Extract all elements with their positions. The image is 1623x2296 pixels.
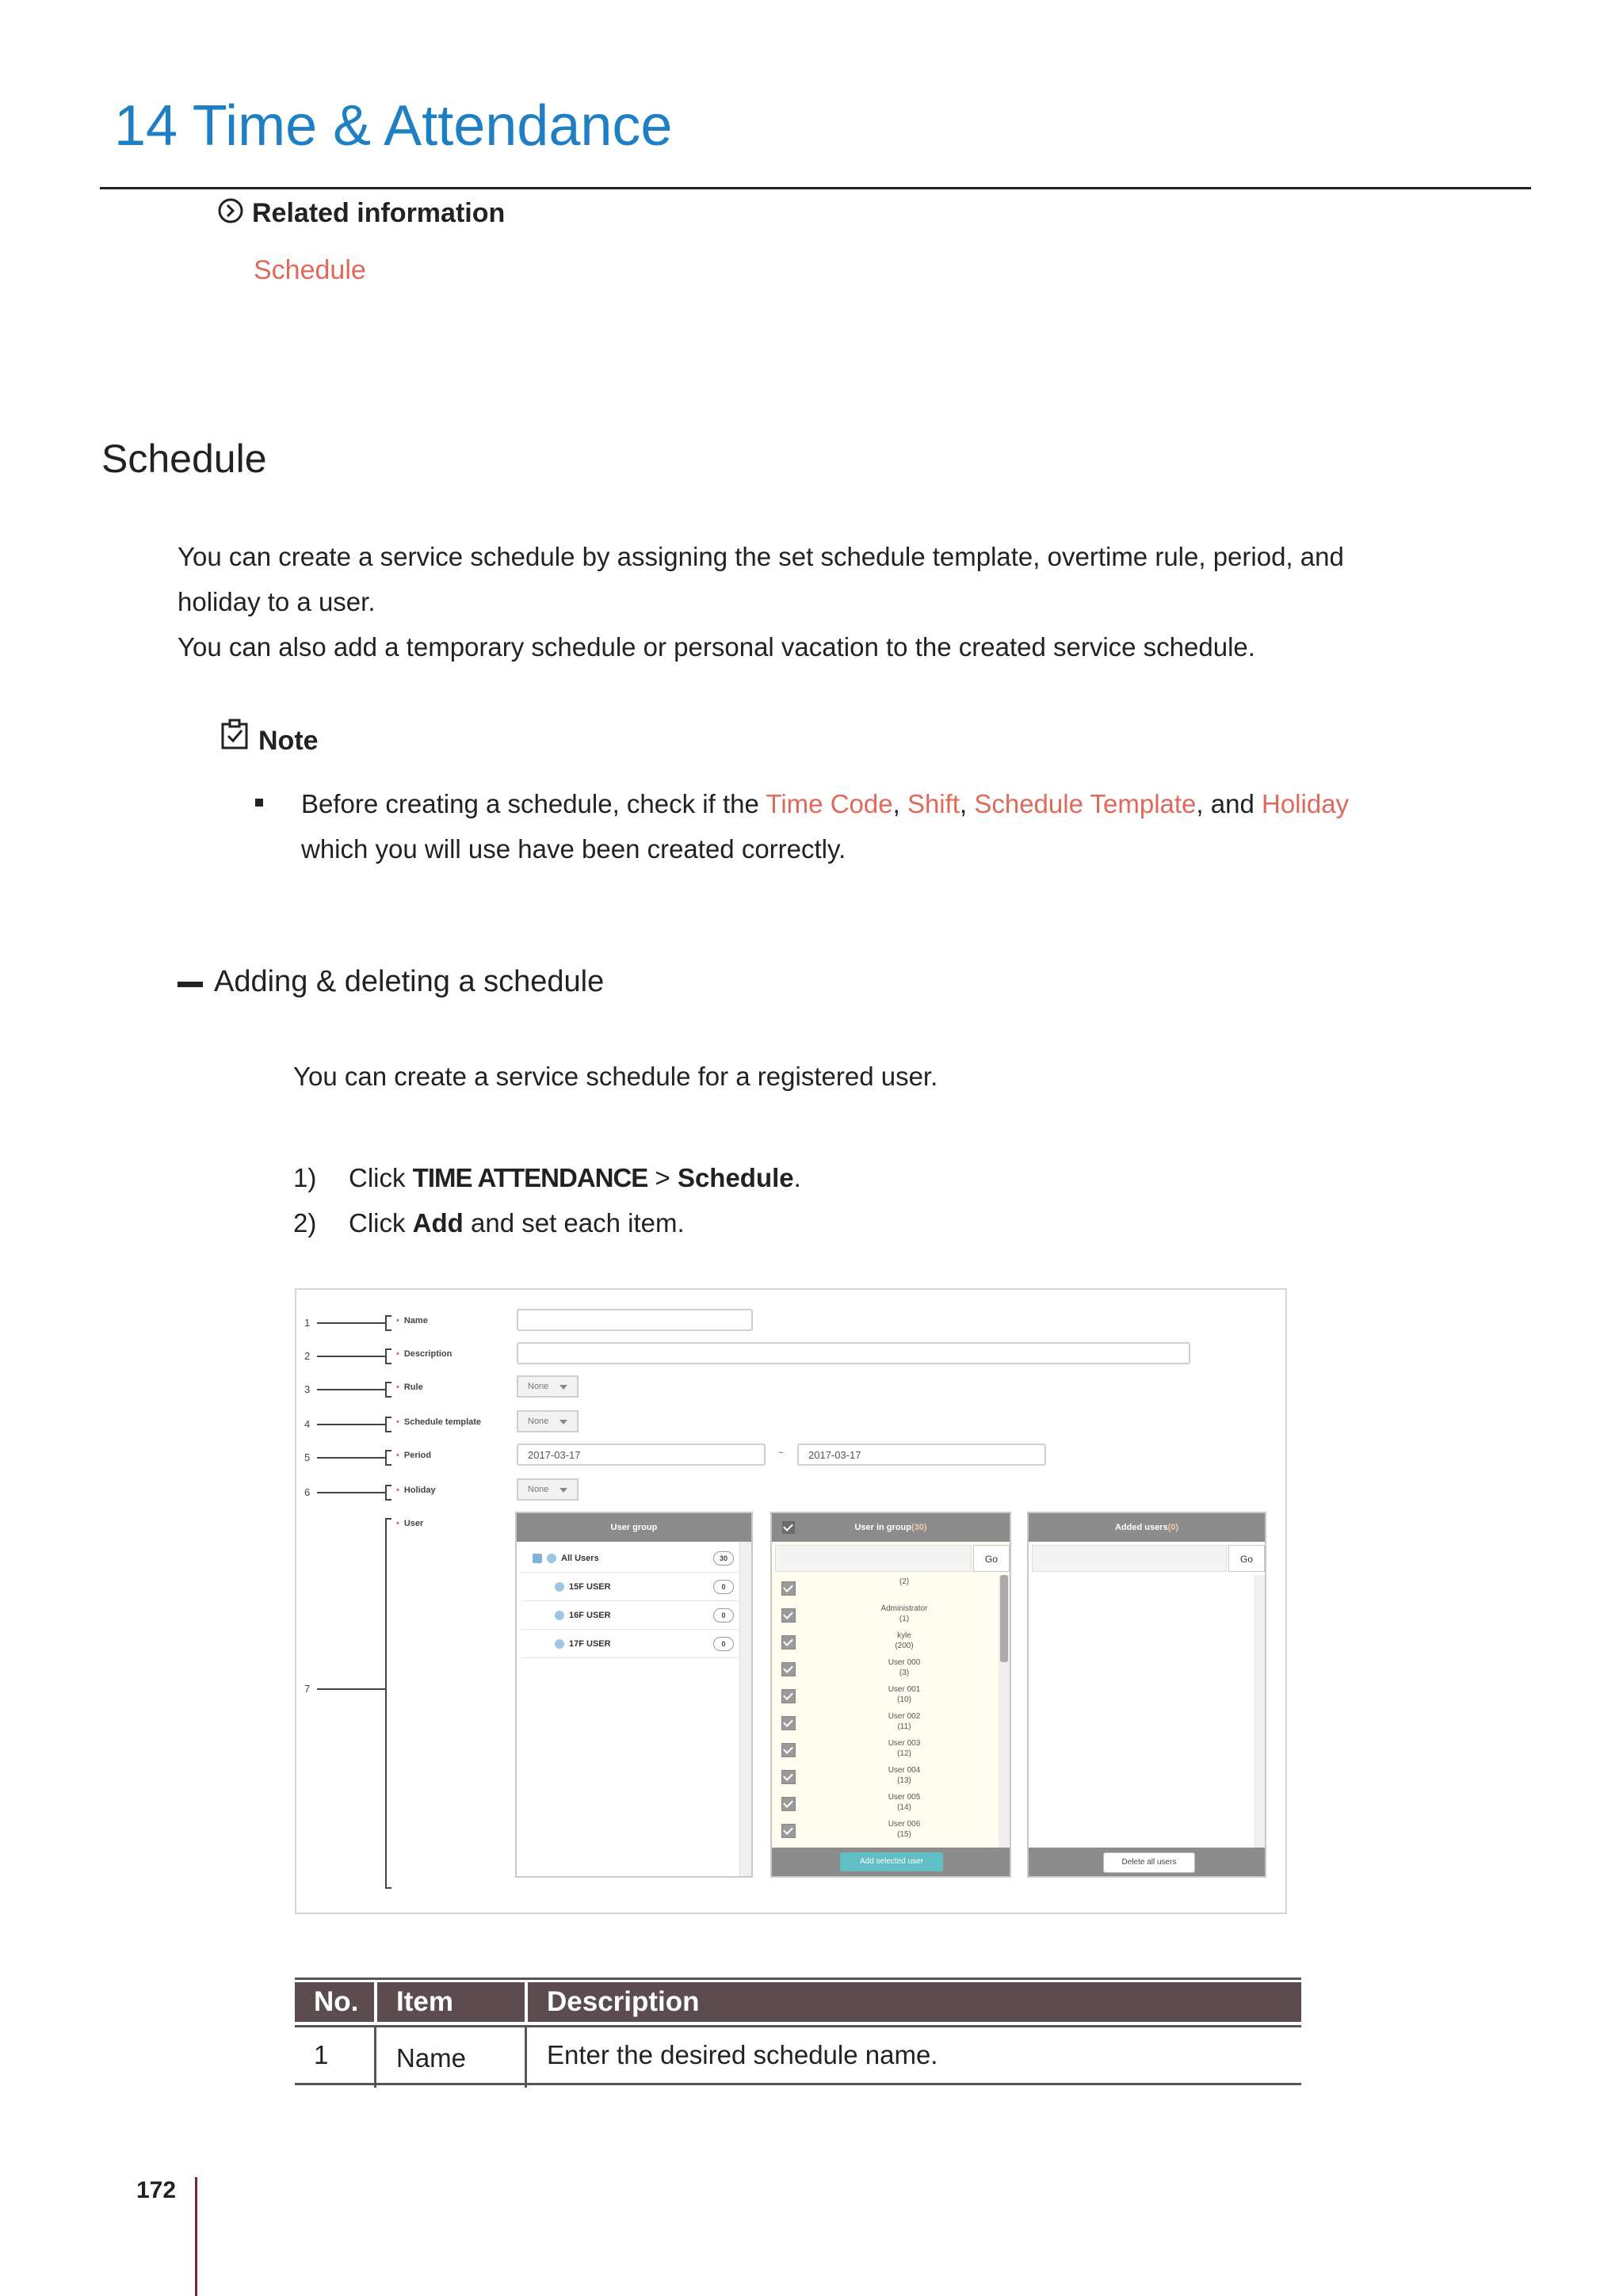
callout-number: 2 (304, 1350, 311, 1362)
callout-leader (317, 1457, 387, 1459)
subsection-title: Adding & deleting a schedule (214, 965, 605, 998)
intro-line-2: holiday to a user. (178, 587, 376, 616)
add-selected-user-button[interactable]: Add selected user (840, 1852, 943, 1871)
group-row-16f[interactable]: 16F USER 0 (521, 1602, 739, 1630)
table-header-description: Description (528, 1982, 1301, 2022)
section-title: Schedule (101, 437, 267, 481)
user-in-group-go-button[interactable]: Go (973, 1545, 1010, 1572)
user-checkbox[interactable] (781, 1662, 796, 1676)
callout-leader (317, 1389, 387, 1390)
user-checkbox[interactable] (781, 1608, 796, 1623)
callout-bracket (385, 1315, 391, 1331)
step-bold-submenu: Schedule (677, 1163, 794, 1192)
step-text: Click (349, 1208, 413, 1238)
callout-number: 5 (304, 1451, 311, 1463)
field-label-period: • Period (396, 1451, 432, 1460)
user-list-item[interactable]: User 004 (13) (772, 1764, 997, 1791)
callout-bracket (385, 1417, 391, 1432)
callout-number: 6 (304, 1486, 311, 1498)
time-code-link[interactable]: Time Code (766, 789, 893, 818)
user-checkbox[interactable] (781, 1770, 796, 1784)
holiday-link[interactable]: Holiday (1262, 789, 1350, 818)
step-text: and set each item. (463, 1208, 685, 1238)
shift-link[interactable]: Shift (907, 789, 960, 818)
group-count-badge: 0 (713, 1637, 734, 1651)
user-list-item[interactable]: Administrator (1) (772, 1602, 997, 1629)
table-column-divider (374, 2027, 376, 2088)
user-list-item[interactable]: User 003 (12) (772, 1737, 997, 1764)
user-list-scrollbar[interactable] (999, 1575, 1010, 1848)
callout-number: 7 (304, 1683, 311, 1695)
user-group-header: User group (517, 1513, 751, 1542)
table-column-divider (525, 2027, 527, 2088)
callout-leader (317, 1356, 387, 1357)
schedule-form-screenshot (295, 1288, 1287, 1914)
callout-leader (317, 1424, 387, 1425)
group-count-badge: 30 (713, 1551, 734, 1566)
user-checkbox[interactable] (781, 1824, 796, 1838)
table-cell-description: Enter the desired schedule name. (547, 2040, 938, 2069)
note-text-part: , (892, 789, 907, 818)
step-bold-menu: TIME ATTENDANCE (412, 1163, 648, 1192)
page-footer-bar (195, 2177, 197, 2296)
rule-select[interactable]: None (517, 1375, 579, 1398)
user-icon (547, 1554, 556, 1563)
added-users-scrollbar[interactable] (1254, 1575, 1265, 1848)
user-icon (555, 1611, 564, 1620)
user-icon (555, 1639, 564, 1649)
added-users-search-input[interactable] (1032, 1545, 1227, 1572)
name-input[interactable] (517, 1309, 753, 1331)
user-list-item[interactable]: User 000 (3) (772, 1656, 997, 1683)
table-cell-item: Name (396, 2043, 467, 2073)
user-checkbox[interactable] (781, 1743, 796, 1757)
user-checkbox[interactable] (781, 1797, 796, 1811)
user-checkbox[interactable] (781, 1689, 796, 1703)
related-information-heading: Related information (252, 198, 506, 228)
group-row-all-users[interactable]: All Users 30 (521, 1545, 739, 1573)
callout-bracket (385, 1450, 391, 1466)
intro-line-1: You can create a service schedule by assigning the set schedule template, overtime rule, period, and (178, 542, 1344, 571)
callout-number: 3 (304, 1383, 311, 1395)
note-heading: Note (258, 726, 319, 756)
user-group-panel (515, 1512, 753, 1878)
delete-all-users-button[interactable]: Delete all users (1103, 1852, 1195, 1873)
user-list-item[interactable]: User 001 (10) (772, 1683, 997, 1710)
period-start-input[interactable]: 2017-03-17 (517, 1444, 766, 1466)
user-list (772, 1575, 1010, 1848)
chapter-divider (100, 187, 1531, 189)
related-schedule-link[interactable]: Schedule (254, 255, 366, 285)
field-label-description: • Description (396, 1349, 453, 1359)
added-users-header: Added users(0) (1029, 1513, 1265, 1542)
holiday-select[interactable]: None (517, 1478, 579, 1501)
note-line-2: which you will use have been created correctly. (301, 834, 846, 864)
table-header-no: No. (295, 1982, 374, 2022)
note-clipboard-icon (220, 719, 249, 750)
user-in-group-header: User in group(30) (772, 1513, 1010, 1542)
user-checkbox[interactable] (781, 1716, 796, 1730)
step-bold-button: Add (412, 1208, 464, 1238)
table-header-item: Item (377, 1982, 525, 2022)
user-list-item[interactable]: User 005 (14) (772, 1791, 997, 1817)
user-list-item[interactable]: kyle (200) (772, 1629, 997, 1656)
field-label-holiday: • Holiday (396, 1486, 436, 1495)
note-text-part: , (959, 789, 975, 818)
step-text: Click (349, 1163, 413, 1192)
added-users-go-button[interactable]: Go (1228, 1545, 1265, 1572)
period-end-input[interactable]: 2017-03-17 (797, 1444, 1046, 1466)
added-users-panel (1027, 1512, 1266, 1878)
schedule-template-select[interactable]: None (517, 1410, 579, 1432)
table-row (295, 2025, 1301, 2085)
step-1 (293, 1163, 801, 1193)
subsection-dash-icon (178, 982, 203, 987)
group-count-badge: 0 (713, 1580, 734, 1594)
field-label-user: • User (396, 1519, 424, 1528)
bullet-icon (255, 799, 263, 807)
field-label-schedule-template: • Schedule template (396, 1417, 482, 1427)
user-in-group-panel (770, 1512, 1011, 1878)
group-icon (533, 1554, 542, 1563)
step-2 (293, 1208, 685, 1238)
user-in-group-footer (772, 1848, 1010, 1876)
scrollbar-thumb[interactable] (1000, 1575, 1008, 1662)
group-count-badge: 0 (713, 1608, 734, 1623)
field-label-name: • Name (396, 1316, 428, 1325)
chevron-circle-icon (217, 197, 244, 224)
group-row-17f[interactable]: 17F USER 0 (521, 1630, 739, 1658)
table-top-border (295, 1978, 1301, 1980)
subsection-intro: You can create a service schedule for a registered user. (293, 1062, 938, 1091)
callout-leader (317, 1492, 387, 1493)
select-all-checkbox[interactable] (781, 1520, 796, 1535)
callout-bracket (385, 1382, 391, 1398)
user-checkbox[interactable] (781, 1635, 796, 1650)
user-list-item[interactable]: (2) (772, 1575, 997, 1602)
callout-leader (317, 1688, 385, 1690)
user-checkbox[interactable] (781, 1581, 796, 1596)
step-text: > (647, 1163, 678, 1192)
user-in-group-search-input[interactable] (775, 1545, 972, 1572)
field-label-rule: • Rule (396, 1383, 423, 1392)
note-text-part: Before creating a schedule, check if the (301, 789, 766, 818)
period-separator: ~ (778, 1448, 784, 1458)
callout-number: 1 (304, 1317, 311, 1329)
added-users-footer (1029, 1848, 1265, 1876)
page-number: 172 (136, 2177, 177, 2203)
callout-bracket (385, 1485, 391, 1501)
note-text-part: , and (1196, 789, 1262, 818)
user-list-item[interactable]: User 002 (11) (772, 1710, 997, 1737)
step-number: 1) (293, 1163, 317, 1192)
callout-leader (317, 1322, 387, 1324)
table-cell-no: 1 (314, 2040, 329, 2069)
step-number: 2) (293, 1208, 317, 1238)
user-list-item[interactable]: User 006 (15) (772, 1817, 997, 1844)
step-text: . (793, 1163, 801, 1192)
table-header-row (295, 1982, 1301, 2022)
chapter-title: 14 Time & Attendance (114, 94, 673, 158)
callout-bracket (385, 1348, 391, 1364)
user-group-scrollbar[interactable] (739, 1542, 751, 1876)
schedule-template-link[interactable]: Schedule Template (974, 789, 1197, 818)
intro-paragraph (178, 534, 1414, 669)
group-row-15f[interactable]: 15F USER 0 (521, 1573, 739, 1601)
note-text (301, 781, 1450, 871)
user-icon (555, 1582, 564, 1592)
callout-bracket (385, 1518, 391, 1889)
description-input[interactable] (517, 1342, 1190, 1364)
intro-line-3: You can also add a temporary schedule or personal vacation to the created service schedule. (178, 632, 1255, 662)
callout-number: 4 (304, 1418, 311, 1430)
